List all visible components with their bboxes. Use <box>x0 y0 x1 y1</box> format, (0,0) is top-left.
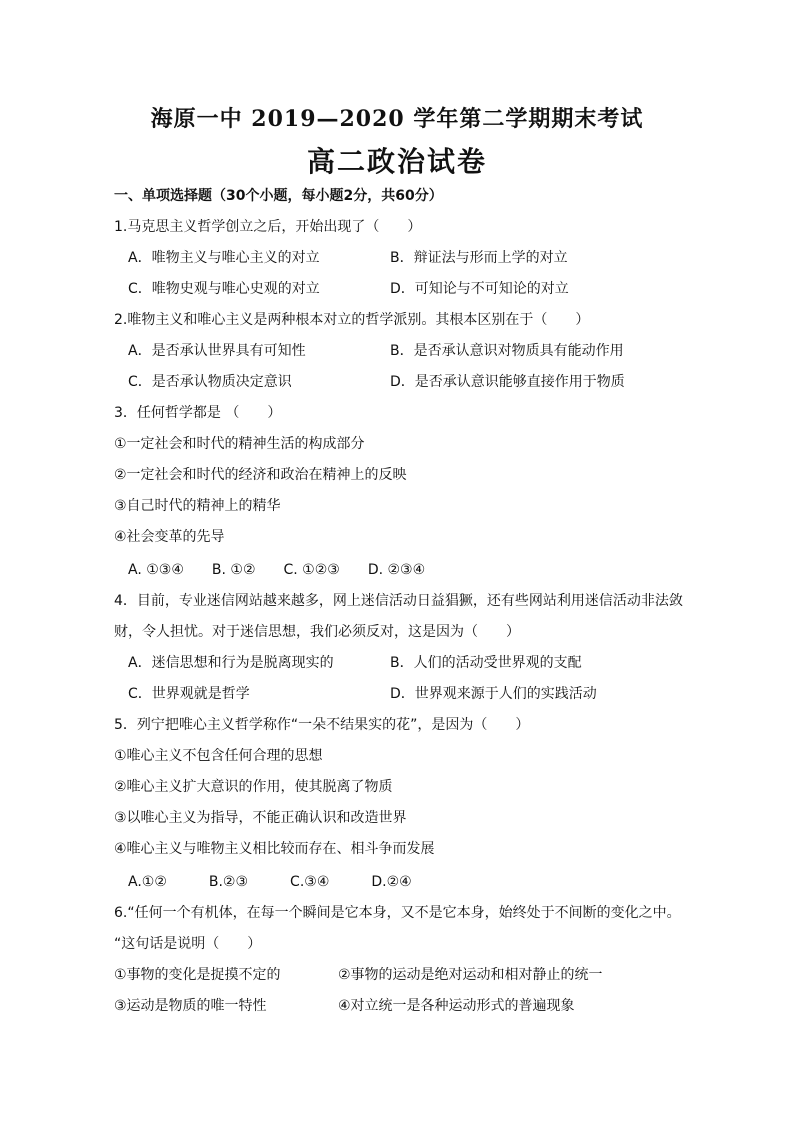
question-4-stem-line-2: 财，令人担忧。对于迷信思想，我们必须反对，这是因为（ ） <box>114 624 520 640</box>
question-6-statement-3: ③运动是物质的唯一特性 <box>114 998 267 1014</box>
question-4-stem-line-1: 4．目前，专业迷信网站越来越多，网上迷信活动日益猖獗，还有些网站利用迷信活动非法敛 <box>114 593 683 609</box>
question-2-option-b: B．是否承认意识对物质具有能动作用 <box>390 343 624 359</box>
question-5-statement-4: ④唯心主义与唯物主义相比较而存在、相斗争而发展 <box>114 841 435 857</box>
question-3-stem: 3．任何哲学都是 （ ） <box>114 405 282 421</box>
question-1-stem: 1.马克思主义哲学创立之后，开始出现了（ ） <box>114 219 422 235</box>
question-1-option-b: B．辩证法与形而上学的对立 <box>390 250 568 266</box>
question-3-options: A. ①③④ B. ①② C. ①②③ D. ②③④ <box>128 562 426 578</box>
question-2-option-d: D．是否承认意识能够直接作用于物质 <box>390 374 625 390</box>
question-2-stem: 2.唯物主义和唯心主义是两种根本对立的哲学派别。其根本区别在于（ ） <box>114 312 590 328</box>
question-6-stem-line-1: 6.“任何一个有机体，在每一个瞬间是它本身，又不是它本身，始终处于不间断的变化之中。 <box>114 905 681 921</box>
question-3-statement-3: ③自己时代的精神上的精华 <box>114 498 281 514</box>
question-5-statement-1: ①唯心主义不包含任何合理的思想 <box>114 748 323 764</box>
question-4-option-a: A．迷信思想和行为是脱离现实的 <box>128 655 334 671</box>
question-5-options: A.①② B.②③ C.③④ D.②④ <box>128 874 412 890</box>
question-4-option-b: B．人们的活动受世界观的支配 <box>390 655 582 671</box>
question-5-statement-2: ②唯心主义扩大意识的作用，使其脱离了物质 <box>114 779 393 795</box>
question-2-option-a: A．是否承认世界具有可知性 <box>128 343 306 359</box>
exam-subtitle: 高二政治试卷 <box>306 145 487 178</box>
question-6-statement-1: ①事物的变化是捉摸不定的 <box>114 967 281 983</box>
question-1-option-a: A．唯物主义与唯心主义的对立 <box>128 250 320 266</box>
question-3-statement-2: ②一定社会和时代的经济和政治在精神上的反映 <box>114 467 407 483</box>
question-1-option-c: C．唯物史观与唯心史观的对立 <box>128 281 320 297</box>
question-3-statement-1: ①一定社会和时代的精神生活的构成部分 <box>114 436 365 452</box>
question-6-stem-line-2: “这句话是说明（ ） <box>114 936 262 952</box>
question-5-statement-3: ③以唯心主义为指导，不能正确认识和改造世界 <box>114 810 407 826</box>
question-6-statement-2: ②事物的运动是绝对运动和相对静止的统一 <box>338 967 603 983</box>
question-4-option-d: D．世界观来源于人们的实践活动 <box>390 686 597 702</box>
question-5-stem: 5．列宁把唯心主义哲学称作“一朵不结果实的花”，是因为（ ） <box>114 717 530 733</box>
question-2-option-c: C．是否承认物质决定意识 <box>128 374 292 390</box>
question-1-option-d: D．可知论与不可知论的对立 <box>390 281 569 297</box>
section-heading: 一、单项选择题（30个小题，每小题2分，共60分） <box>114 188 443 204</box>
question-4-option-c: C．世界观就是哲学 <box>128 686 250 702</box>
exam-title: 海原一中 2019—2020 学年第二学期期末考试 <box>150 106 644 132</box>
question-3-statement-4: ④社会变革的先导 <box>114 529 225 545</box>
question-6-statement-4: ④对立统一是各种运动形式的普遍现象 <box>338 998 575 1014</box>
